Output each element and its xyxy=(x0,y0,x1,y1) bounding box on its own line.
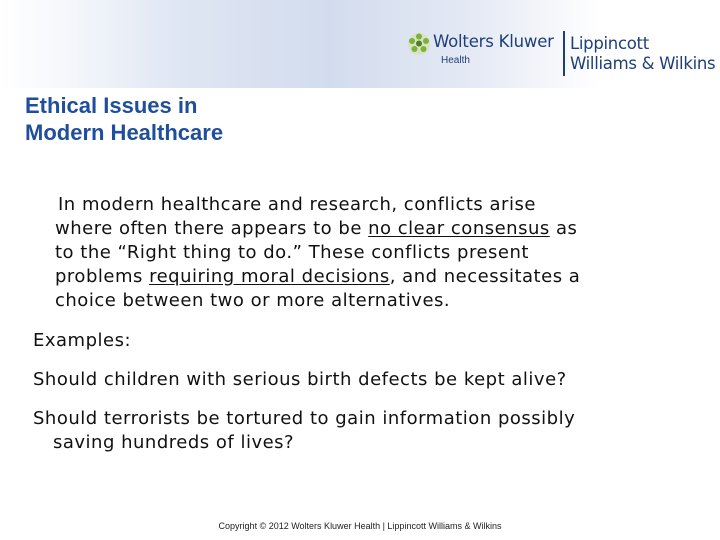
underlined-phrase-consensus: no clear consensus xyxy=(368,218,550,239)
underlined-phrase-moral-decisions: requiring moral decisions xyxy=(149,266,390,287)
paragraph-text: as xyxy=(549,218,578,239)
paragraph-line xyxy=(55,265,695,289)
lippincott-wordmark-line1: Lippincott xyxy=(570,34,649,53)
paragraph-line xyxy=(55,217,695,241)
wolters-kluwer-logo xyxy=(407,30,567,70)
paragraph-text: , and necessitates a xyxy=(389,266,581,287)
wolters-kluwer-wordmark: Wolters Kluwer xyxy=(433,32,554,51)
slide-title-line1: Ethical Issues in xyxy=(25,93,198,118)
paragraph-text: where often there appears to be xyxy=(55,218,369,239)
example-text: Should terrorists be tortured to gain information possibly xyxy=(33,408,576,429)
footer-copyright: Copyright © 2012 Wolters Kluwer Health | Lippincott Williams & Wilkins xyxy=(218,521,502,531)
lippincott-wordmark-line2: Williams & Wilkins xyxy=(570,54,716,73)
logo-divider xyxy=(563,31,565,76)
example-item-2 xyxy=(33,407,575,455)
paragraph-line: to the “Right thing to do.” These conflicts present xyxy=(55,242,529,263)
example-item-1 xyxy=(33,368,567,392)
examples-label-text: Examples: xyxy=(33,330,132,351)
paragraph-line: choice between two or more alternatives. xyxy=(55,290,451,311)
lippincott-logo xyxy=(570,34,715,74)
intro-paragraph xyxy=(55,193,695,313)
wolters-kluwer-globe-icon xyxy=(407,32,431,56)
example-text: Should children with serious birth defects be kept alive? xyxy=(33,369,567,390)
paragraph-line: In modern healthcare and research, conflicts arise xyxy=(58,194,536,215)
examples-label xyxy=(33,329,131,353)
slide-title-line2: Modern Healthcare xyxy=(25,120,224,145)
slide-title xyxy=(25,92,223,146)
example-text: saving hundreds of lives? xyxy=(53,432,295,453)
wolters-kluwer-health-label: Health xyxy=(441,55,470,66)
paragraph-text: problems xyxy=(55,266,150,287)
